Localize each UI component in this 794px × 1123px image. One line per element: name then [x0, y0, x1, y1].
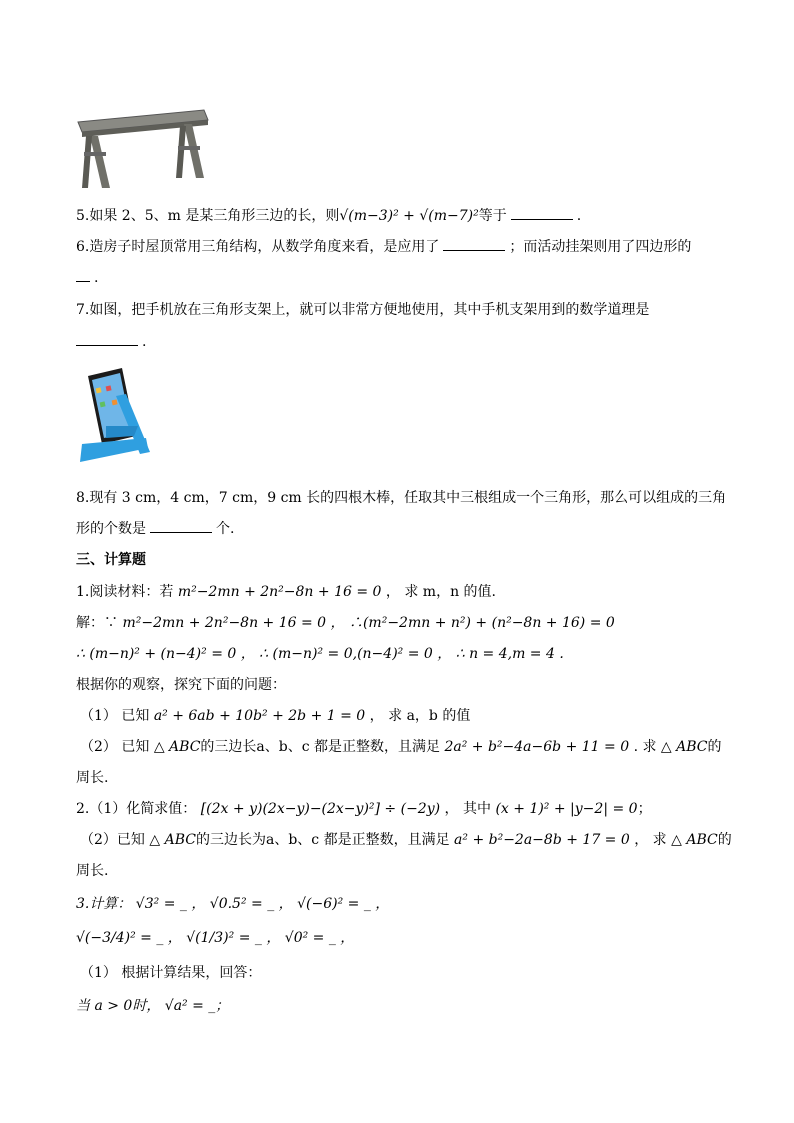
calc-3-line1: 3.计算： √3² = _ ， √0.5² = _ ， √(−6)² = _ ， — [76, 896, 390, 912]
calc-2-line1: 2.（1）化简求值： [(2x + y)(2x−y)−(2x−y)²] ÷ (−2y) ， 其中 (x + 1)² + |y−2| = 0； — [76, 801, 652, 817]
calc-3-line3: （1） 根据计算结果，回答： — [80, 965, 262, 981]
question-6-line1: 6.造房子时屋顶常用三角结构，从数学角度来看，是应用了 ；而活动挂架则用了四边形的 — [76, 239, 692, 255]
calc-3-line2: √(−3/4)² = _ ， √(1/3)² = _ ， √0² = _ ， — [76, 930, 355, 946]
calc-1-line4: 根据你的观察，探究下面的问题： — [76, 677, 286, 693]
calc-1-line1: 1.阅读材料：若 m²−2mn + 2n²−8n + 16 = 0 ， 求 m，n 的值. — [76, 584, 496, 600]
calc-3-line4: 当 a > 0时， √a² = _； — [76, 998, 230, 1014]
answer-blank[interactable] — [76, 269, 90, 282]
question-5: 5.如果 2、5、m 是某三角形三边的长，则√(m−3)² + √(m−7)²等于 . — [76, 208, 582, 224]
bench-illustration — [76, 108, 210, 190]
answer-blank[interactable] — [511, 207, 573, 220]
section-3-heading: 三、计算题 — [76, 552, 146, 568]
answer-blank[interactable] — [443, 238, 505, 251]
calc-1-line2: 解：∵ m²−2mn + 2n²−8n + 16 = 0 ， ∴(m²−2mn + n²) + (n²−8n + 16) = 0 — [76, 615, 615, 631]
calc-1-line3: ∴ (m−n)² + (n−4)² = 0 ， ∴ (m−n)² = 0,(n−4)² = 0 ， ∴ n = 4,m = 4 . — [76, 646, 564, 662]
answer-blank[interactable] — [150, 520, 212, 533]
calc-1-part1: （1） 已知 a² + 6ab + 10b² + 2b + 1 = 0 ， 求 a，b 的值 — [80, 708, 471, 724]
calc-1-part2-cont: 周长. — [76, 770, 109, 786]
calc-1-part2: （2） 已知 △ ABC的三边长a、b、c 都是正整数，且满足 2a² + b²−4a−6b + 11 = 0 . 求 △ ABC的 — [80, 739, 722, 755]
calc-2-line3: 周长. — [76, 863, 109, 879]
question-6-line2: . — [76, 268, 98, 288]
question-8-line2: 形的个数是 个. — [76, 521, 235, 537]
phone-stand-illustration — [76, 366, 156, 466]
answer-blank[interactable] — [76, 333, 138, 346]
question-7-blank-line: . — [76, 332, 146, 352]
calc-2-line2: （2）已知 △ ABC的三边长为a、b、c 都是正整数，且满足 a² + b²−2a−8b + 17 = 0 ， 求 △ ABC的 — [80, 832, 732, 848]
question-8-line1: 8.现有 3 cm，4 cm，7 cm，9 cm 长的四根木棒，任取其中三根组成一个三角形，那么可以组成的三角 — [76, 490, 727, 506]
question-7: 7.如图，把手机放在三角形支架上，就可以非常方便地使用，其中手机支架用到的数学道理是 — [76, 302, 650, 318]
